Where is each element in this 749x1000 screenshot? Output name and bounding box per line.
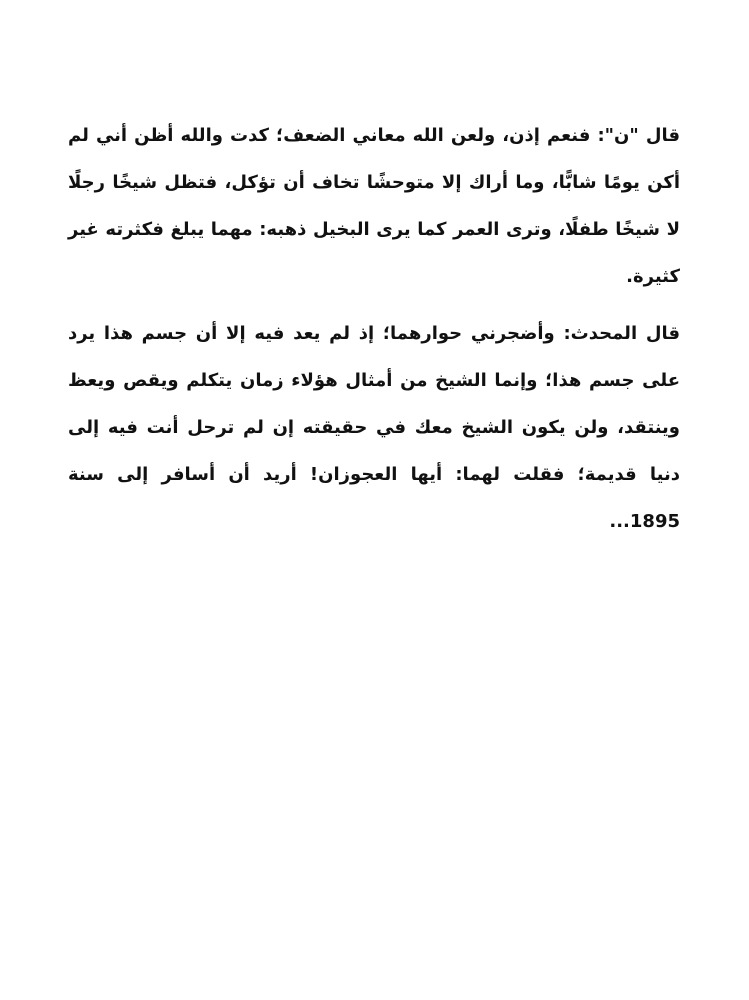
document-body xyxy=(68,112,680,555)
paragraph-1: قال "ن": فنعم إذن، ولعن الله معاني الضعف؛ كدت والله أظن أني لم أكن يومًا شابًّا، وما أراك إلا متوحشًا تخاف أن تؤكل، فتظل شيخًا رجلًا لا شيخًا طفلًا، وترى العمر كما يرى البخيل ذهبه: مهما يبلغ فكثرته غير كثيرة. xyxy=(68,125,680,287)
paragraph-2: قال المحدث: وأضجرني حوارهما؛ إذ لم يعد فيه إلا أن جسم هذا يرد على جسم هذا؛ وإنما الشيخ من أمثال هؤلاء زمان يتكلم ويقص ويعظ وينتقد، ولن يكون الشيخ معك في حقيقته إن لم ترحل أنت فيه إلى دنيا قديمة؛ فقلت لهما: أيها العجوزان! أريد أن أسافر إلى سنة 1895... xyxy=(68,323,680,532)
